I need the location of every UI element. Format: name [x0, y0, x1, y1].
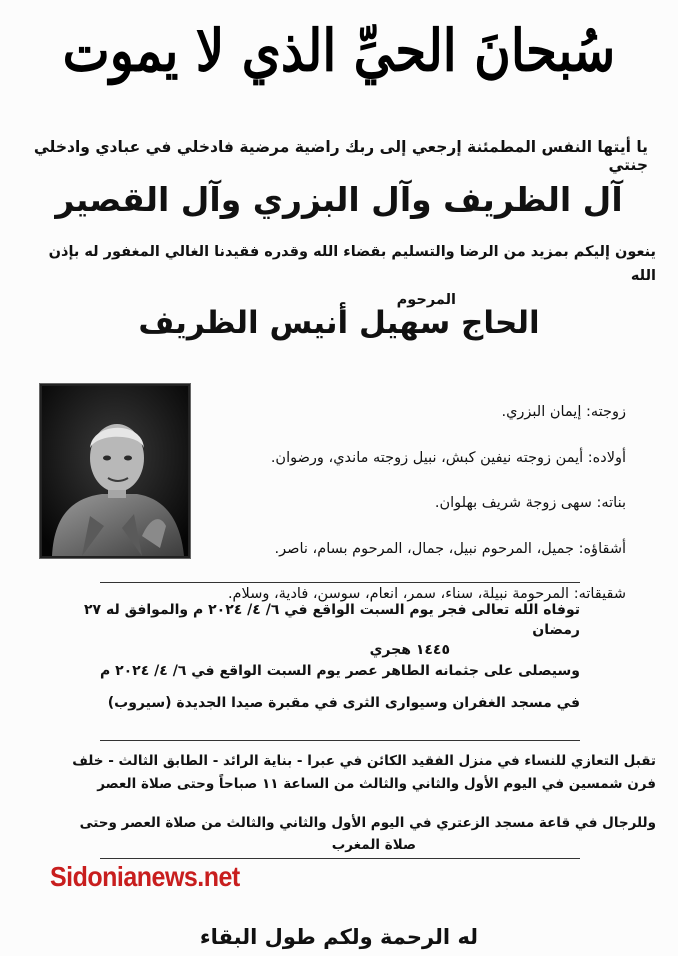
relative-label: أشقاؤه:	[578, 540, 626, 557]
condolences-men-line-1: وللرجال في قاعة مسجد الزعتري في اليوم الأول والثاني والثالث من صلاة العصر وحتى	[79, 815, 656, 831]
relative-value: جميل، المرحوم نبيل، جمال، المرحوم بسام، ناصر.	[274, 540, 574, 557]
relative-value: سهى زوجة شريف بهلوان.	[434, 495, 592, 511]
divider-bottom	[100, 858, 580, 859]
death-line-2: ١٤٤٥ هجري	[369, 642, 450, 658]
condolences-men	[16, 812, 656, 856]
relative-value: إيمان البزري.	[501, 404, 582, 420]
condolences-women-line-2: فرن شمسين في اليوم الأول والثاني والثالث من الساعة ١١ صباحاً وحتى صلاة العصر	[97, 776, 656, 792]
calligraphy-header	[0, 4, 678, 96]
relative-sons	[196, 444, 626, 472]
calligraphy-text: سُبحانَ الحيِّ الذي لا يموت	[62, 16, 616, 84]
portrait-image	[42, 386, 188, 556]
relative-value: أيمن زوجته نيفين كبش، نبيل زوجته ماندي، ورضوان.	[270, 449, 584, 466]
announcement-line-1: ينعون إليكم بمزيد من الرضا والتسليم بقضاء الله وقدره فقيدنا الغالي المغفور له بإذن الله	[48, 244, 656, 284]
relative-value: المرحومة نبيلة، سناء، سمر، انعام، سوسن، فادية، وسلام.	[227, 586, 570, 602]
deceased-name: الحاج سهيل أنيس الظريف	[138, 305, 540, 341]
death-line-1: توفاه الله تعالى فجر يوم السبت الواقع في ٦/ ٤/ ٢٠٢٤ م والموافق له ٢٧ رمضان	[84, 602, 580, 638]
relative-label: شقيقاته:	[573, 586, 626, 602]
announcement-line-2: المرحوم	[396, 292, 456, 308]
burial-info: في مسجد الغفران وسيوارى الثرى في مقبرة صيدا الجديدة (سيروب)	[107, 695, 580, 711]
condolences-women	[16, 750, 656, 796]
condolences-women-line-1: تقبل التعازي للنساء في منزل الفقيد الكائن في عبرا - بناية الرائد - الطابق الثالث - خلف	[72, 753, 656, 769]
closing-phrase: له الرحمة ولكم طول البقاء	[199, 925, 479, 949]
relative-daughters	[196, 489, 626, 517]
relatives-list	[196, 398, 626, 626]
families-title: آل الظريف وآل البزري وآل القصير	[55, 180, 623, 219]
watermark: Sidonianews.net	[50, 862, 240, 893]
condolences-men-line-2: صلاة المغرب	[331, 837, 416, 853]
relative-label: أولاده:	[587, 449, 626, 466]
relative-wife	[196, 398, 626, 426]
deceased-photo	[40, 384, 190, 558]
funeral-prayer: وسيصلى على جثمانه الطاهر عصر يوم السبت الواقع في ٦/ ٤/ ٢٠٢٤ م	[99, 663, 580, 679]
relative-label: زوجته:	[585, 404, 626, 420]
divider-top	[100, 582, 580, 583]
relative-brothers	[196, 535, 626, 563]
death-notice	[80, 600, 580, 660]
relative-label: بناته:	[596, 495, 626, 511]
announcement	[26, 240, 656, 312]
quran-verse: يا أيتها النفس المطمئنة إرجعي إلى ربك راضية مرضية فادخلي في عبادي وادخلي جنتي	[33, 138, 648, 174]
divider-middle	[100, 740, 580, 741]
